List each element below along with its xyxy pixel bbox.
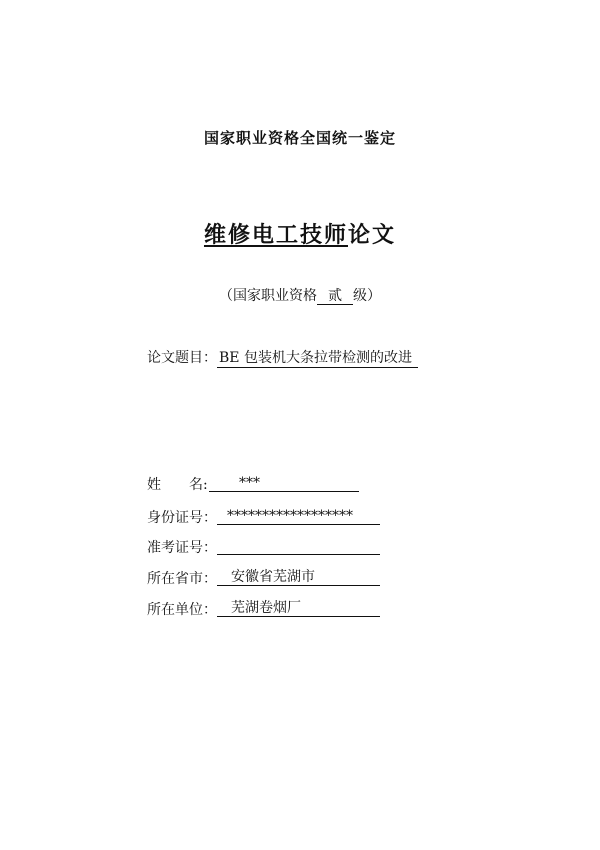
thesis-topic-label: 论文题目： [147, 350, 217, 366]
id-number-label: 身份证号： [147, 510, 217, 526]
qualification-level-value: 贰 [317, 288, 353, 305]
id-number-value: ****************** [217, 507, 380, 525]
name-row [147, 474, 260, 494]
id-number-row [147, 507, 353, 527]
name-label: 姓 名: [147, 477, 208, 493]
qualification-level-suffix: 级） [353, 288, 381, 304]
qualification-level [0, 285, 600, 305]
name-value: *** [209, 474, 359, 492]
organization-row [147, 599, 301, 619]
province-city-value: 安徽省芜湖市 [217, 568, 380, 586]
document-title-suffix: 论文 [348, 222, 397, 248]
certification-heading: 国家职业资格全国统一鉴定 [203, 129, 396, 147]
document-title-underlined: 维修电工技师 [203, 222, 348, 248]
exam-number-value [217, 537, 380, 555]
organization-label: 所在单位： [147, 602, 217, 618]
thesis-topic [147, 347, 418, 368]
province-city-row [147, 568, 315, 588]
exam-number-label: 准考证号： [147, 540, 217, 556]
exam-number-row [147, 537, 217, 557]
qualification-level-prefix: （国家职业资格 [219, 288, 317, 304]
organization-value: 芜湖卷烟厂 [217, 599, 380, 617]
province-city-label: 所在省市： [147, 571, 217, 587]
thesis-topic-value: BE 包装机大条拉带检测的改进 [217, 350, 418, 368]
document-title [0, 218, 600, 249]
